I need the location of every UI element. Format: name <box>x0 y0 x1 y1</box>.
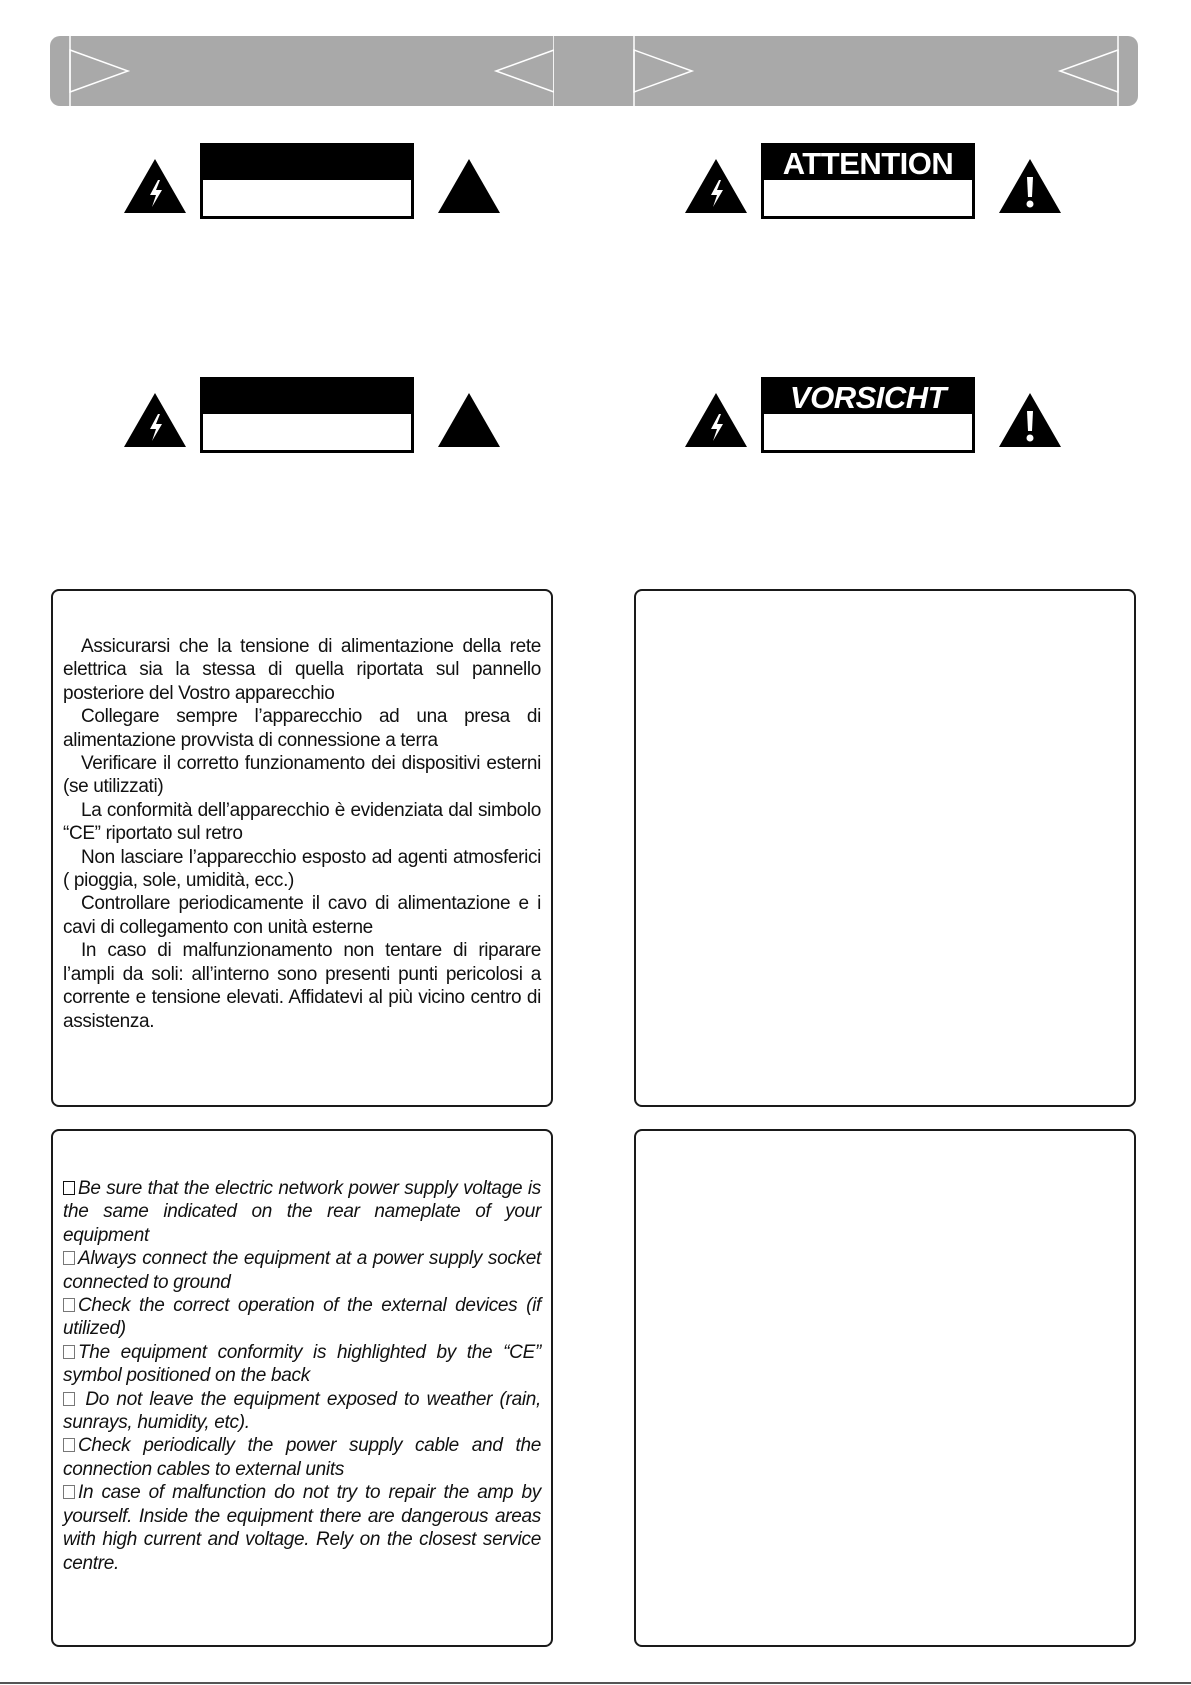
safety-item-text: Check periodically the power supply cable and the connection cables to external units <box>63 1435 541 1480</box>
exclamation-triangle-icon <box>997 157 1063 215</box>
checkbox-bullet-icon <box>63 1298 75 1312</box>
safety-paragraph: Assicurarsi che la tensione di alimentazione della rete elettrica sia la stessa di quella riportata sul pannello posteriore del Vostro apparecchio <box>63 636 541 704</box>
exclamation-triangle-icon <box>436 391 502 449</box>
checkbox-bullet-icon <box>63 1181 75 1195</box>
safety-item <box>63 1177 541 1247</box>
warning-label-it <box>122 143 502 233</box>
checkbox-bullet-icon <box>63 1485 75 1499</box>
warning-label-de <box>683 377 1063 467</box>
left-arrow-icon <box>1060 50 1118 92</box>
safety-item <box>63 1247 541 1294</box>
safety-item-text: The equipment conformity is highlighted by the “CE” symbol positioned on the back <box>63 1341 541 1387</box>
safety-item-text: Always connect the equipment at a power supply socket connected to ground <box>63 1248 541 1293</box>
lightning-triangle-icon <box>683 391 749 449</box>
safety-paragraph: Verificare il corretto funzionamento dei dispositivi esterni (se utilizzati) <box>63 753 541 798</box>
safety-paragraph: Non lasciare l’apparecchio esposto ad agenti atmosferici ( pioggia, sole, umidità, ecc.) <box>63 846 541 892</box>
safety-item-text: Be sure that the electric network power supply voltage is the same indicated on the rear nameplate of your equipment <box>63 1178 541 1246</box>
safety-item <box>63 1434 541 1481</box>
warning-label-box <box>761 143 975 219</box>
right-arrow-icon <box>70 50 128 92</box>
warning-label-box <box>761 377 975 453</box>
warning-label-title: ATTENTION <box>764 146 972 180</box>
checkbox-bullet-icon <box>63 1345 75 1359</box>
safety-item <box>63 1294 541 1341</box>
safety-instructions-en <box>63 1177 541 1575</box>
safety-item-text: Check the correct operation of the external devices (if utilized) <box>63 1295 541 1340</box>
arrow-markers <box>50 36 1138 106</box>
safety-item <box>63 1341 541 1388</box>
safety-instructions-it <box>63 635 541 1033</box>
warning-label-box <box>200 377 414 453</box>
page-bottom-rule <box>0 1682 1191 1684</box>
safety-paragraph: Collegare sempre l’apparecchio ad una presa di alimentazione provvista di connessione a terra <box>63 706 541 751</box>
exclamation-triangle-icon <box>436 157 502 215</box>
safety-panel-fr <box>634 589 1136 1107</box>
checkbox-bullet-icon <box>63 1251 75 1265</box>
exclamation-triangle-icon <box>997 391 1063 449</box>
checkbox-bullet-icon <box>63 1438 75 1452</box>
safety-item-text: In case of malfunction do not try to repair the amp by yourself. Inside the equipment there are dangerous areas with high current and voltage. Rely on the closest service centre. <box>63 1482 541 1574</box>
safety-panel-de <box>634 1129 1136 1647</box>
warning-label-title: VORSICHT <box>764 380 972 414</box>
checkbox-bullet-icon <box>63 1392 75 1406</box>
warning-label-title <box>203 380 411 414</box>
safety-item <box>63 1481 541 1575</box>
warning-label-fr <box>683 143 1063 233</box>
lightning-triangle-icon <box>122 157 188 215</box>
safety-paragraph: In caso di malfunzionamento non tentare di riparare l’ampli da soli: all’interno sono presenti punti pericolosi a corrente e tensione elevati. Affidatevi al più vicino centro di assistenza. <box>63 940 541 1032</box>
safety-paragraph: Controllare periodicamente il cavo di alimentazione e i cavi di collegamento con unità esterne <box>63 893 541 938</box>
warning-label-box <box>200 143 414 219</box>
safety-panel-en <box>51 1129 553 1647</box>
safety-paragraph: La conformità dell’apparecchio è evidenziata dal simbolo “CE” riportato sul retro <box>63 799 541 845</box>
safety-panel-it <box>51 589 553 1107</box>
left-arrow-icon <box>496 50 554 92</box>
safety-item <box>63 1388 541 1435</box>
lightning-triangle-icon <box>122 391 188 449</box>
header-banner <box>50 36 1138 106</box>
right-arrow-icon <box>634 50 692 92</box>
warning-label-en <box>122 377 502 467</box>
warning-label-title <box>203 146 411 180</box>
lightning-triangle-icon <box>683 157 749 215</box>
safety-item-text: Do not leave the equipment exposed to weather (rain, sunrays, humidity, etc). <box>63 1388 541 1434</box>
